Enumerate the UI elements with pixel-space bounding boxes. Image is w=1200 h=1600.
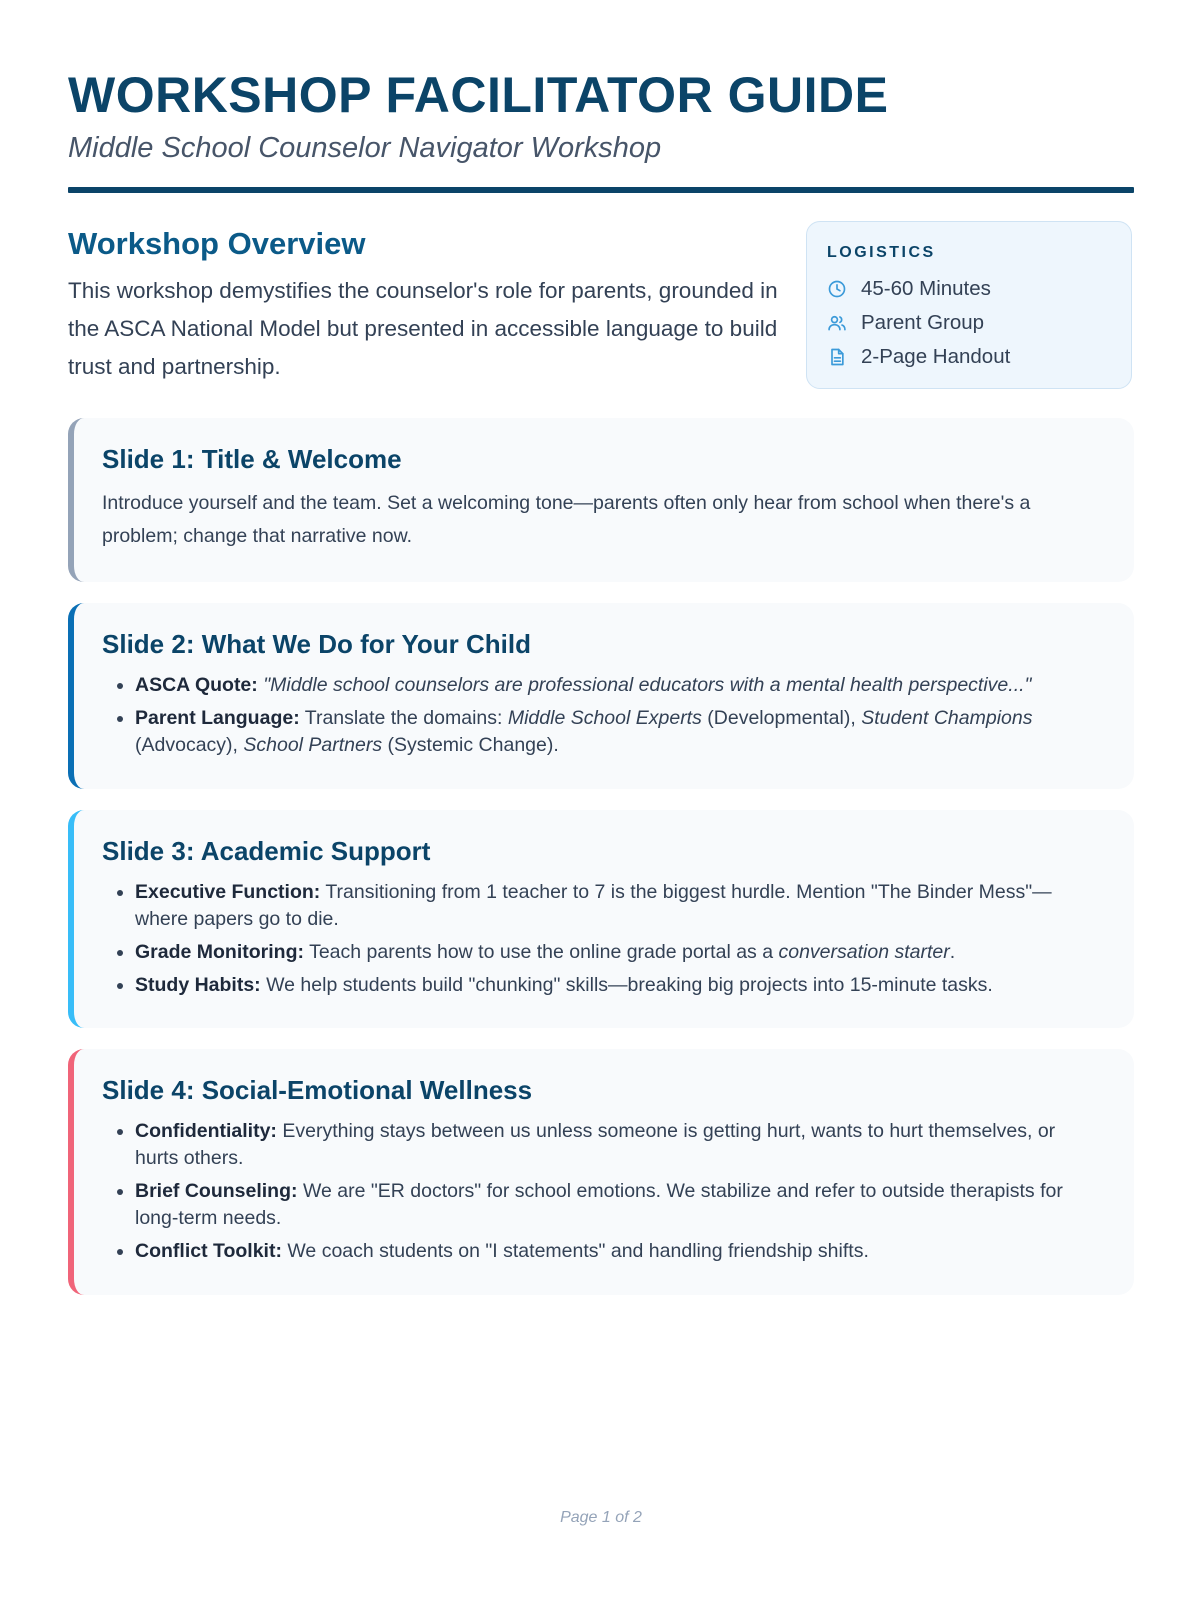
bullet-text: (Advocacy),	[135, 734, 238, 756]
bullet-label: Conflict Toolkit:	[135, 1240, 282, 1262]
slide-card-2	[68, 603, 1134, 789]
logistics-item-label: Parent Group	[861, 311, 985, 334]
header-divider	[68, 187, 1134, 193]
slide-title: Slide 3: Academic Support	[102, 836, 431, 866]
bullet-text: We are "ER doctors" for school emotions. We stabilize and refer to outside therapists for long-term needs.	[135, 1180, 1063, 1229]
slide-card-1	[68, 418, 1134, 582]
bullet-list	[102, 879, 1094, 999]
bullet-label: Study Habits:	[135, 974, 261, 996]
bullet-text: Transitioning from 1 teacher to 7 is the biggest hurdle. Mention "The Binder Mess"—where papers go to die.	[135, 881, 1052, 930]
logistics-card	[806, 221, 1132, 389]
slide-card-4	[68, 1049, 1134, 1295]
bullet-text: .	[949, 941, 956, 963]
logistics-heading: LOGISTICS	[827, 244, 936, 261]
clock-icon	[827, 279, 847, 299]
slide-title: Slide 1: Title & Welcome	[102, 444, 402, 474]
bullet-text: We coach students on "I statements" and handling friendship shifts.	[287, 1240, 869, 1262]
bullet-label: Executive Function:	[135, 881, 321, 903]
logistics-item-materials	[827, 340, 1111, 374]
users-icon	[827, 313, 847, 333]
overview-text: This workshop demystifies the counselor's role for parents, grounded in the ASCA National Model but presented in accessible language to build trust and partnership.	[68, 278, 778, 379]
bullet-emphasis: Student Champions	[861, 707, 1033, 729]
bullet-text: (Systemic Change).	[387, 734, 559, 756]
page-subtitle: Middle School Counselor Navigator Workshop	[68, 132, 662, 164]
list-item	[135, 1238, 1094, 1265]
bullet-label: Grade Monitoring:	[135, 941, 304, 963]
bullet-emphasis: Middle School Experts	[507, 707, 702, 729]
bullet-list	[102, 1118, 1094, 1265]
slide-text: Introduce yourself and the team. Set a welcoming tone—parents often only hear from school when there's a problem; change that narrative now.	[102, 492, 1031, 547]
slide-title: Slide 2: What We Do for Your Child	[102, 629, 532, 659]
bullet-emphasis: conversation starter	[778, 941, 950, 963]
bullet-text: Translate the domains:	[304, 707, 503, 729]
list-item	[135, 672, 1094, 699]
slide-card-3	[68, 810, 1134, 1028]
guide-page	[68, 0, 1134, 1600]
bullet-label: Brief Counseling:	[135, 1180, 298, 1202]
slide-title: Slide 4: Social-Emotional Wellness	[102, 1075, 533, 1105]
logistics-item-duration	[827, 272, 1111, 306]
bullet-emphasis: School Partners	[243, 734, 383, 756]
bullet-text: We help students build "chunking" skills—breaking big projects into 15-minute tasks.	[266, 974, 993, 996]
logistics-item-label: 45-60 Minutes	[861, 277, 991, 300]
list-item	[135, 1178, 1094, 1232]
bullet-text: (Developmental),	[707, 707, 856, 729]
list-item	[135, 879, 1094, 933]
page-title: WORKSHOP FACILITATOR GUIDE	[68, 67, 889, 123]
logistics-item-audience	[827, 306, 1111, 340]
list-item	[135, 939, 1094, 966]
bullet-label: Confidentiality:	[135, 1120, 277, 1142]
overview-heading: Workshop Overview	[68, 226, 366, 261]
page-number: Page 1 of 2	[560, 1509, 642, 1526]
list-item	[135, 705, 1094, 759]
document-icon	[827, 347, 847, 367]
bullet-quote: "Middle school counselors are professional educators with a mental health perspective..."	[263, 674, 1032, 696]
bullet-list	[102, 672, 1094, 759]
bullet-label: Parent Language:	[135, 707, 300, 729]
list-item	[135, 972, 1094, 999]
logistics-item-label: 2-Page Handout	[861, 345, 1011, 368]
bullet-label: ASCA Quote:	[135, 674, 258, 696]
bullet-text: Teach parents how to use the online grade portal as a	[309, 941, 774, 963]
bullet-text: Everything stays between us unless someone is getting hurt, wants to hurt themselves, or hurts others.	[135, 1120, 1056, 1169]
list-item	[135, 1118, 1094, 1172]
